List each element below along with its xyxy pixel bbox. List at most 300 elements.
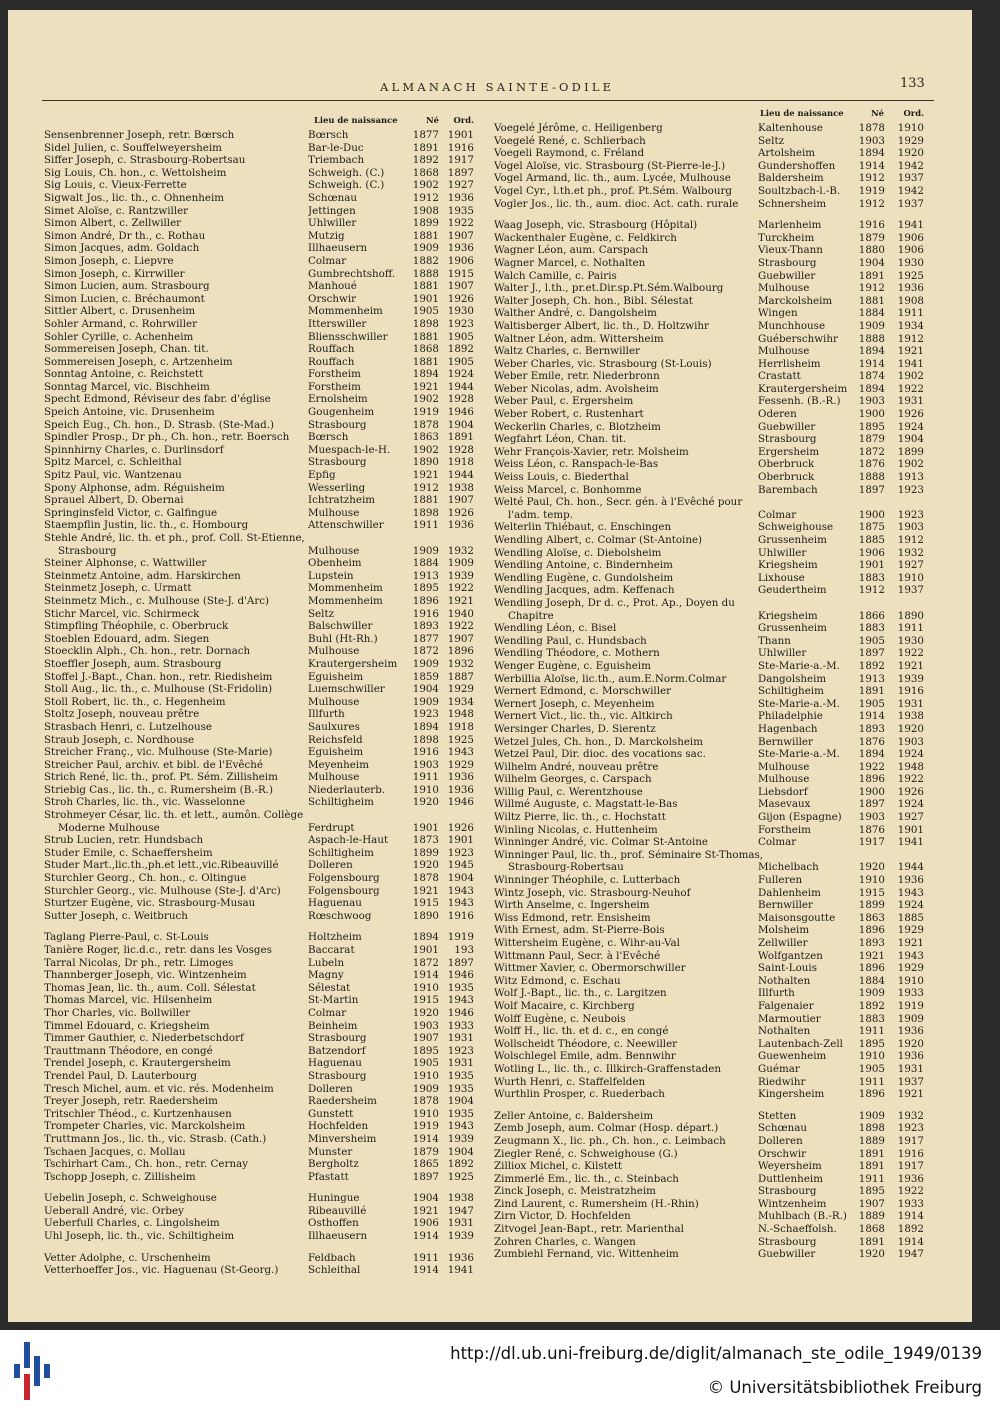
entry-birth-year: 1910 (412, 1069, 439, 1082)
entry-name: Walter J., l.th., pr.et.Dir.sp.Pt.Sém.Walbourg (494, 282, 724, 295)
entry-birthplace: Turckheim (758, 231, 815, 244)
list-item (44, 1192, 476, 1205)
entry-birthplace: Schweigh. (C.) (308, 179, 385, 192)
entry-name: Sig Louis, c. Vieux-Ferrette (44, 179, 187, 192)
entry-ordination-year: 1922 (447, 620, 474, 633)
entry-birthplace: Orschwir (758, 1147, 807, 1160)
entry-birthplace: Gumbrechtshoff. (308, 267, 396, 280)
entry-birth-year: 1893 (412, 620, 439, 633)
entry-name: Ueberfull Charles, c. Lingolsheim (44, 1217, 220, 1230)
entry-birth-year: 1876 (858, 735, 885, 748)
entry-name: Strub Lucien, retr. Hundsbach (44, 834, 204, 847)
entry-ordination-year: 1920 (897, 722, 924, 735)
list-item (44, 507, 476, 520)
list-item (44, 557, 476, 570)
entry-birth-year: 1897 (858, 483, 885, 496)
entry-name: Springinsfeld Victor, c. Galfingue (44, 506, 218, 519)
entry-birth-year: 1863 (412, 431, 439, 444)
entry-birth-year: 1909 (412, 544, 439, 557)
entry-ordination-year: 1904 (447, 1095, 474, 1108)
list-item (44, 969, 476, 982)
entry-name: Stichr Marcel, vic. Schirmeck (44, 607, 200, 620)
list-item (44, 809, 476, 834)
entry-birth-year: 1914 (858, 159, 885, 172)
entry-name: Vogel Cyr., l.th.et ph., prof. Pt.Sém. Walbourg (494, 184, 732, 197)
entry-birth-year: 1889 (858, 1134, 885, 1147)
entry-name: Steiner Alphonse, c. Wattwiller (44, 557, 207, 570)
entry-birthplace: Molsheim (758, 924, 810, 937)
list-item (44, 1020, 476, 1033)
entry-birthplace: Oderen (758, 408, 797, 421)
entry-name: Wagner Léon, aum. Carspach (494, 244, 649, 257)
entry-name: Winninger André, vic. Colmar St-Antoine (494, 836, 708, 849)
entry-name: Wendling Paul, c. Hundsbach (494, 634, 647, 647)
entry-name: Uebelin Joseph, c. Schweighouse (44, 1192, 217, 1205)
list-item (494, 761, 932, 774)
entry-birthplace: Uhlwiller (758, 647, 807, 660)
entry-ordination-year: 1909 (447, 557, 474, 570)
entry-name: Timmer Gauthier, c. Niederbetschdorf (44, 1032, 244, 1045)
entry-birthplace: Stetten (758, 1109, 797, 1122)
entry-ordination-year: 1922 (897, 773, 924, 786)
entry-ordination-year: 1902 (897, 458, 924, 471)
list-item (494, 937, 932, 950)
list-item (494, 710, 932, 723)
list-item (494, 1110, 932, 1123)
entry-ordination-year: 1904 (897, 433, 924, 446)
entry-birth-year: 1883 (858, 571, 885, 584)
footer-url-link[interactable]: http://dl.ub.uni-freiburg.de/diglit/almanach_ste_odile_1949/0139 (450, 1344, 982, 1363)
list-item (494, 172, 932, 185)
entry-birthplace: Lixhouse (758, 571, 805, 584)
entry-ordination-year: 1917 (897, 1134, 924, 1147)
entry-ordination-year: 1928 (447, 443, 474, 456)
entry-ordination-year: 1926 (897, 408, 924, 421)
entry-name: Welterlin Thiébaut, c. Enschingen (494, 521, 672, 534)
entry-name: Steinmetz Antoine, adm. Harskirchen (44, 569, 241, 582)
entry-birth-year: 1920 (412, 859, 439, 872)
entry-birthplace: Strasbourg (308, 1032, 367, 1045)
list-item (44, 847, 476, 860)
list-item (494, 1025, 932, 1038)
entry-birth-year: 1909 (858, 1109, 885, 1122)
list-item (494, 458, 932, 471)
list-item (44, 1108, 476, 1121)
entry-name: Tschirhart Cam., Ch. hon., retr. Cernay (44, 1158, 249, 1171)
entry-name: Tritschler Théod., c. Kurtzenhausen (44, 1107, 232, 1120)
entry-birthplace: Wintzenheim (758, 1197, 827, 1210)
entry-ordination-year: 1927 (447, 179, 474, 192)
entry-name: Sohler Armand, c. Rohrwiller (44, 317, 198, 330)
entry-birthplace: Rouffach (308, 343, 355, 356)
entry-birthplace: Niederlauterb. (308, 783, 386, 796)
list-item (44, 293, 476, 306)
entry-birthplace: Triembach (308, 154, 365, 167)
entry-ordination-year: 1885 (897, 911, 924, 924)
entry-birthplace: Mulhouse (308, 506, 360, 519)
entry-birthplace: Philadelphie (758, 710, 823, 723)
entry-ordination-year: 1901 (447, 834, 474, 847)
entry-name: Thomas Marcel, vic. Hilsenheim (44, 994, 213, 1007)
entry-ordination-year: 1923 (897, 1122, 924, 1135)
entry-birth-year: 1907 (412, 1032, 439, 1045)
list-item (494, 962, 932, 975)
entry-birth-year: 1911 (858, 1075, 885, 1088)
entry-birth-year: 1921 (412, 884, 439, 897)
entry-name: Spony Alphonse, adm. Réguisheim (44, 481, 225, 494)
entry-ordination-year: 1926 (447, 821, 474, 834)
list-item (44, 154, 476, 167)
entry-name: Sommereisen Joseph, Chan. tit. (44, 343, 209, 356)
entry-birthplace: Colmar (308, 254, 347, 267)
entry-birth-year: 1911 (412, 1251, 439, 1264)
list-item (494, 899, 932, 912)
entry-name: Stehle André, lic. th. et ph., prof. Coll. St-Etienne, Strasbourg (44, 532, 305, 557)
entry-birthplace: Rœschwoog (308, 909, 372, 922)
entry-ordination-year: 1929 (447, 758, 474, 771)
entry-ordination-year: 1921 (897, 937, 924, 949)
entry-name: Tarral Nicolas, Dr ph., retr. Limoges (44, 956, 234, 969)
entry-birthplace: Mutzig (308, 229, 345, 242)
entry-birth-year: 1897 (858, 647, 885, 660)
list-item (44, 1045, 476, 1058)
entry-ordination-year: 1922 (447, 582, 474, 595)
list-item (494, 798, 932, 811)
entry-birthplace: Saulxures (308, 720, 360, 733)
entry-ordination-year: 1929 (897, 924, 924, 937)
entry-ordination-year: 1906 (897, 231, 924, 244)
entry-ordination-year: 1945 (447, 859, 474, 872)
entry-name: Waltner Léon, adm. Wittersheim (494, 332, 664, 345)
entry-ordination-year: 1909 (897, 1012, 924, 1025)
entry-birth-year: 1877 (412, 632, 439, 645)
entry-birthplace: Illfurth (308, 708, 345, 721)
entry-birthplace: Crastatt (758, 370, 801, 383)
entry-birth-year: 1895 (858, 1185, 885, 1198)
entry-birth-year: 1901 (412, 944, 439, 956)
list-item (44, 482, 476, 495)
entry-ordination-year: 1903 (897, 735, 924, 748)
entry-ordination-year: 1930 (447, 305, 474, 318)
entry-ordination-year: 1924 (897, 899, 924, 912)
entry-ordination-year: 1926 (447, 506, 474, 519)
entry-name: Sturtzer Eugène, vic. Strasbourg-Musau (44, 897, 256, 910)
entry-ordination-year: 1935 (447, 1069, 474, 1082)
entry-birth-year: 1903 (412, 1019, 439, 1032)
list-item (494, 824, 932, 837)
list-item (44, 683, 476, 696)
entry-name: Spitz Paul, vic. Wantzenau (44, 469, 182, 482)
entry-birthplace: Mulhouse (308, 695, 360, 708)
entry-birth-year: 1909 (412, 1082, 439, 1095)
entry-birthplace: Oberbruck (758, 471, 815, 484)
entry-name: Weber Charles, vic. Strasbourg (St-Louis) (494, 357, 712, 370)
entry-birth-year: 1908 (412, 204, 439, 217)
entry-birthplace: Marlenheim (758, 219, 822, 232)
entry-birth-year: 1896 (858, 962, 885, 975)
entry-birth-year: 1874 (858, 370, 885, 383)
entry-ordination-year: 1933 (897, 987, 924, 1000)
entry-birth-year: 1866 (858, 609, 885, 622)
entry-name: Thannberger Joseph, vic. Wintzenheim (44, 969, 247, 982)
entry-birthplace: Mulhouse (308, 645, 360, 658)
entry-ordination-year: 1916 (897, 1147, 924, 1160)
entry-name: Strich René, lic. th., prof. Pt. Sém. Zillisheim (44, 771, 278, 784)
entry-name: Straub Joseph, c. Nordhouse (44, 733, 195, 746)
entry-name: Simon Joseph, c. Kirrwiller (44, 267, 185, 280)
entry-name: Vetter Adolphe, c. Urschenheim (44, 1251, 211, 1264)
list-item (44, 872, 476, 885)
list-item (44, 771, 476, 784)
entry-birthplace: Vieux-Thann (758, 244, 823, 257)
entry-name: Stroh Charles, lic. th., vic. Wasselonne (44, 796, 246, 809)
entry-birth-year: 1912 (412, 481, 439, 494)
list-item (494, 484, 932, 497)
list-item (494, 160, 932, 173)
list-item (44, 1230, 476, 1243)
entry-name: Waltz Charles, c. Bernwiller (494, 345, 640, 358)
entry-ordination-year: 1907 (447, 280, 474, 293)
entry-ordination-year: 1923 (447, 846, 474, 859)
entry-birthplace: Dangolsheim (758, 672, 827, 685)
entry-birthplace: Lubeln (308, 956, 345, 969)
entry-name: Simon Albert, c. Zellwiller (44, 217, 182, 230)
entry-birth-year: 1898 (412, 317, 439, 330)
list-item (494, 1076, 932, 1089)
entry-name: Simon Joseph, c. Liepvre (44, 254, 174, 267)
list-item (44, 356, 476, 369)
entry-birth-year: 1893 (858, 722, 885, 735)
entry-birthplace: Folgensbourg (308, 872, 380, 885)
entry-birth-year: 1884 (858, 974, 885, 987)
entry-ordination-year: 1887 (447, 670, 474, 683)
entry-birthplace: Fessenh. (B.-R.) (758, 395, 841, 408)
right-column (494, 108, 932, 1261)
entry-birth-year: 1894 (858, 345, 885, 358)
entry-birth-year: 1897 (412, 1170, 439, 1183)
entry-birthplace: Duttlenheim (758, 1172, 823, 1185)
entry-ordination-year: 1897 (447, 956, 474, 969)
entry-birth-year: 1894 (858, 147, 885, 160)
list-item (494, 849, 932, 874)
entry-ordination-year: 1931 (447, 1217, 474, 1230)
entry-name: Wendling Aloïse, c. Diebolsheim (494, 546, 662, 559)
entry-birth-year: 1899 (858, 899, 885, 912)
entry-birthplace: Epfig (308, 469, 336, 482)
entry-birth-year: 1894 (412, 368, 439, 381)
entry-birth-year: 1912 (858, 197, 885, 210)
list-item (44, 255, 476, 268)
list-item (494, 1050, 932, 1063)
entry-birthplace: Forstheim (308, 368, 361, 381)
entry-birth-year: 1920 (412, 1006, 439, 1019)
entry-name: Tresch Michel, aum. et vic. rés. Modenheim (44, 1082, 274, 1095)
list-item (44, 217, 476, 230)
list-item (494, 685, 932, 698)
entry-ordination-year: 1932 (447, 657, 474, 670)
header-birthplace: Lieu de naissance (314, 115, 398, 125)
entry-birth-year: 1879 (858, 231, 885, 244)
entry-ordination-year: 1943 (447, 1120, 474, 1133)
entry-ordination-year: 1931 (897, 1062, 924, 1075)
entry-birthplace: Falgenaier (758, 999, 814, 1012)
list-item (494, 232, 932, 245)
entry-birthplace: Dahlenheim (758, 886, 821, 899)
entry-birth-year: 1890 (412, 909, 439, 922)
list-item (494, 1173, 932, 1186)
entry-ordination-year: 1907 (447, 632, 474, 645)
entry-ordination-year: 1929 (447, 683, 474, 696)
entry-birth-year: 1914 (412, 969, 439, 982)
entry-birth-year: 1868 (412, 166, 439, 179)
entry-name: Wenger Eugène, c. Eguisheim (494, 659, 651, 672)
entry-birth-year: 1892 (858, 659, 885, 672)
entry-birthplace: Guebwiller (758, 420, 816, 433)
list-item (44, 1171, 476, 1184)
entry-ordination-year: 1934 (447, 695, 474, 708)
list-item (44, 957, 476, 970)
entry-name: Specht Edmond, Réviseur des fabr. d'église (44, 393, 271, 406)
entry-birth-year: 1912 (412, 191, 439, 204)
entry-birthplace: Illhaeusern (308, 1230, 368, 1243)
list-item (44, 994, 476, 1007)
entry-birthplace: Pfastatt (308, 1170, 349, 1183)
entry-name: Sonntag Marcel, vic. Bischheim (44, 380, 210, 393)
list-item (44, 784, 476, 797)
entry-name: Zilliox Michel, c. Kilstett (494, 1160, 623, 1173)
entry-birth-year: 1900 (858, 408, 885, 421)
entry-name: Weber Robert, c. Rustenhart (494, 408, 644, 421)
entry-birth-year: 1914 (412, 1264, 439, 1277)
list-item (44, 620, 476, 633)
list-item (44, 1217, 476, 1230)
list-item (44, 406, 476, 419)
entry-name: Vogel Armand, lic. th., aum. Lycée, Mulhouse (494, 172, 731, 185)
list-item (44, 519, 476, 532)
entry-birth-year: 1891 (412, 141, 439, 154)
entry-birth-year: 1891 (858, 685, 885, 698)
entry-ordination-year: 1935 (447, 981, 474, 994)
entry-name: Walter Joseph, Ch. hon., Bibl. Sélestat (494, 294, 693, 307)
list-item (44, 944, 476, 957)
list-item (494, 421, 932, 434)
list-item (44, 696, 476, 709)
entry-ordination-year: 1937 (897, 1075, 924, 1088)
entry-birth-year: 1902 (412, 443, 439, 456)
list-item (494, 660, 932, 673)
entry-birth-year: 1891 (858, 1235, 885, 1248)
entry-birth-year: 1878 (412, 1095, 439, 1108)
entry-birth-year: 1915 (412, 897, 439, 910)
entry-birthplace: Nothalten (758, 974, 811, 987)
left-column (44, 115, 476, 1277)
entry-name: Wersinger Charles, D. Sierentz (494, 722, 656, 735)
entry-birth-year: 1905 (858, 697, 885, 710)
entry-birthplace: Haguenau (308, 897, 362, 910)
entry-birthplace: Ribeauvillé (308, 1204, 367, 1217)
entry-name: Winninger Paul, lic. th., prof. Séminaire St-Thomas, Strasbourg-Robertsau (494, 848, 764, 874)
entry-name: Zumbiehl Fernand, vic. Wittenheim (494, 1248, 679, 1261)
entry-birth-year: 1911 (858, 1025, 885, 1038)
entry-birthplace: Bernwiller (758, 735, 813, 748)
entry-birthplace: Balschwiller (308, 620, 373, 633)
entry-ordination-year: 1938 (447, 481, 474, 494)
list-item (494, 395, 932, 408)
entry-ordination-year: 1913 (897, 471, 924, 484)
entry-name: Truttmann Jos., lic. th., vic. Strasb. (Cath.) (44, 1132, 267, 1145)
entry-birth-year: 1881 (412, 229, 439, 242)
entry-birth-year: 1907 (858, 1197, 885, 1210)
list-item (494, 1210, 932, 1223)
entry-ordination-year: 1947 (897, 1248, 924, 1261)
entry-ordination-year: 1922 (897, 382, 924, 395)
entry-birthplace: Obenheim (308, 557, 362, 570)
entry-birthplace: Kriegsheim (758, 559, 818, 572)
entry-ordination-year: 1924 (897, 420, 924, 433)
entry-name: Sensenbrenner Joseph, retr. Bœrsch (44, 129, 235, 141)
list-item (44, 1158, 476, 1171)
entry-name: Weckerlin Charles, c. Blotzheim (494, 420, 661, 433)
entry-ordination-year: 1910 (897, 122, 924, 134)
entry-birth-year: 1910 (412, 783, 439, 796)
entry-birthplace: Herrlisheim (758, 357, 821, 370)
entry-birthplace: Colmar (308, 1006, 347, 1019)
entry-birth-year: 1896 (858, 1088, 885, 1101)
entry-birthplace: Mulhouse (758, 282, 810, 295)
entry-ordination-year: 1896 (447, 645, 474, 658)
entry-birthplace: Minversheim (308, 1132, 377, 1145)
entry-name: Walther André, c. Dangolsheim (494, 307, 657, 320)
entry-birthplace: Grussenheim (758, 622, 827, 635)
entry-ordination-year: 1947 (447, 1204, 474, 1217)
list-item (44, 734, 476, 747)
entry-name: Wotling L., lic. th., c. Illkirch-Graffenstaden (494, 1062, 721, 1075)
entry-birthplace: Bar-le-Duc (308, 141, 364, 154)
entry-ordination-year: 1937 (897, 197, 924, 210)
list-item (494, 597, 932, 622)
entry-ordination-year: 1942 (897, 184, 924, 197)
list-item (494, 736, 932, 749)
entry-ordination-year: 1925 (447, 1170, 474, 1183)
list-item (44, 268, 476, 281)
list-item (44, 431, 476, 444)
entry-name: Stoltz Joseph, nouveau prêtre (44, 708, 200, 721)
entry-ordination-year: 1917 (447, 154, 474, 167)
entry-name: Willmé Auguste, c. Magstatt-le-Bas (494, 798, 678, 811)
list-item (494, 1248, 932, 1261)
entry-birthplace: Itterswiller (308, 317, 367, 330)
entry-birthplace: Krautergersheim (758, 382, 848, 395)
entry-ordination-year: 1921 (447, 594, 474, 607)
list-item (494, 307, 932, 320)
entry-ordination-year: 1903 (897, 521, 924, 534)
entry-birthplace: Michelbach (758, 861, 819, 874)
entry-birthplace: Mulhouse (308, 544, 360, 557)
entry-birthplace: Illhaeusern (308, 242, 368, 255)
list-item (44, 444, 476, 457)
entry-birth-year: 1875 (858, 521, 885, 534)
entry-name: Wolf J.-Bapt., lic. th., c. Largitzen (494, 987, 667, 1000)
entry-birthplace: Mommenheim (308, 582, 383, 595)
list-item (44, 1205, 476, 1218)
entry-name: Simon Jacques, adm. Goldach (44, 242, 200, 255)
entry-ordination-year: 1905 (447, 330, 474, 343)
entry-birthplace: Mulhouse (758, 345, 810, 358)
entry-birthplace: Seltz (308, 607, 335, 620)
entry-birth-year: 1909 (412, 242, 439, 255)
entry-birthplace: Sélestat (308, 981, 351, 994)
entry-birth-year: 1915 (858, 886, 885, 899)
